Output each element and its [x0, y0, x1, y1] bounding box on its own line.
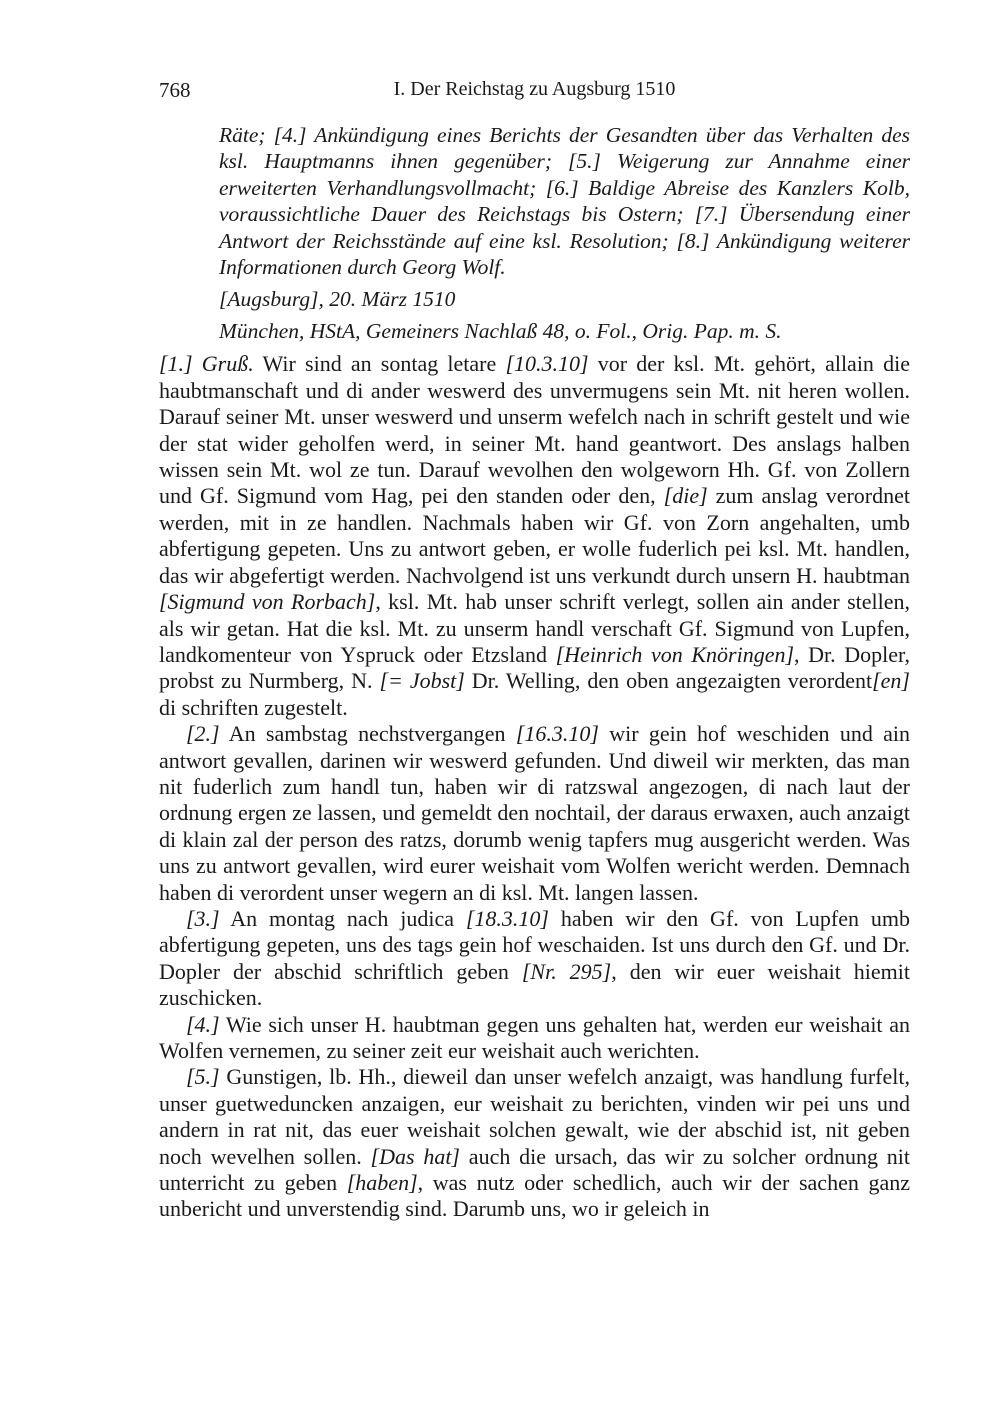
document-page: [159, 78, 910, 1223]
paragraph-marker: [5.]: [186, 1064, 220, 1090]
paragraph-marker: [4.]: [186, 1011, 220, 1037]
editorial-insertion: [Heinrich von Knöringen]: [555, 641, 795, 667]
date-annotation: [16.3.10]: [515, 721, 599, 747]
paragraph-1: [1.] Gruß. Wir sind an sontag letare [10.3.10] vor der ksl. Mt. gehört, allain die haubtmanschaft und di ander weswerd des unvermugens sein Mt. nit heren wollen. Darauf seiner Mt. unser weswerd und unserm wefelch nach in schrift gestelt und wie der stat wider geholfen werd, in seiner Mt. hand geantwort. Des anslags halben wissen sein Mt. wol ze tun. Darauf wevolhen den wolgeworn Hh. Gf. von Zollern und Gf. Sigmund vom Hag, pei den standen oder den, [die] zum anslag verordnet werden, mit in ze handlen. Nachmals haben wir Gf. von Zorn angehalten, umb abfertigung gepeten. Uns zu antwort geben, er wolle fuderlich pei ksl. Mt. handlen, das wir abgefertigt werden. Nachvolgend ist uns verkundt durch unsern H. haubtman [Sigmund von Rorbach], ksl. Mt. hab unser schrift verlegt, sollen ain ander stellen, als wir getan. Hat die ksl. Mt. zu unserm handl verschaft Gf. Sigmund von Lupfen, landkomenteur von Yspruck oder Etzsland [Heinrich von Knöringen], Dr. Dopler, probst zu Nurmberg, N. [= Jobst] Dr. Welling, den oben angezaigten verordent[en] di schriften zugestelt.: [159, 351, 911, 720]
paragraph-5: [5.] Gunstigen, lb. Hh., dieweil dan unser wefelch anzaigt, was handlung furfelt, unser guetweduncken anzaigen, eur weishait zu berichten, vinden wir pei uns und andern in rat nit, das euer weishait solchen gewalt, wie der abschid ist, nit geben noch wevelhen sollen. [Das hat] auch die ursach, das wir zu solcher ordnung nit unterricht zu geben [haben], was nutz oder schedlich, auch wir der sachen ganz unbericht und unverstendig sind. Darumb uns, wo ir geleich in: [159, 1064, 911, 1222]
editorial-insertion: [= Jobst]: [379, 668, 465, 694]
editorial-insertion: [haben]: [346, 1170, 418, 1196]
paragraph-marker: [3.]: [186, 905, 220, 931]
editorial-insertion: [Das hat]: [370, 1143, 460, 1169]
document-summary: [219, 122, 910, 280]
editorial-insertion: [Sigmund von Rorbach]: [159, 589, 376, 615]
date-annotation: [10.3.10]: [505, 351, 589, 377]
page-header: [159, 78, 910, 108]
page-number: 768: [159, 78, 191, 102]
editorial-insertion: [en]: [872, 668, 910, 694]
summary-text: Räte; [4.] Ankündigung eines Berichts der Gesandten über das Verhalten des ksl. Hauptmanns ihnen gegenüber; [5.] Weigerung zur Annahme einer erweiterten Verhandlungsvollmacht; [6.] Baldige Abreise des Kanzlers Kolb, voraussichtliche Dauer des Reichstags bis Ostern; [7.] Übersendung einer Antwort der Reichsstände auf eine ksl. Resolution; [8.] Ankündigung weiterer Informationen durch Georg Wolf.: [219, 123, 910, 280]
paragraph-marker: [1.] Gruß.: [159, 351, 254, 377]
document-reference: [Nr. 295]: [521, 958, 612, 984]
paragraph-3: [3.] An montag nach judica [18.3.10] haben wir den Gf. von Lupfen umb abfertigung gepeten, uns des tags gein hof weschaiden. Ist uns durch den Gf. und Dr. Dopler der abschid schriftlich geben [Nr. 295], den wir euer weishait hiemit zuschicken.: [159, 905, 910, 1011]
date-annotation: [18.3.10]: [465, 905, 549, 931]
paragraph-4: [4.] Wie sich unser H. haubtman gegen uns gehalten hat, werden eur weishait an Wolfen vernemen, zu seiner zeit eur weishait auch werichten.: [159, 1011, 910, 1063]
document-metadata: [219, 286, 910, 344]
running-title: I. Der Reichstag zu Augsburg 1510: [393, 78, 676, 100]
document-date: [Augsburg], 20. März 1510: [219, 287, 456, 312]
editorial-insertion: [die]: [663, 483, 708, 509]
document-body: [159, 351, 910, 1222]
paragraph-2: [2.] An sambstag nechstvergangen [16.3.10] wir gein hof weschiden und ain antwort gevallen, darinen wir weswerd gefunden. Und diweil wir merkten, das man nit fuderlich zum handl tun, haben wir di ratzswal angezogen, di nach laut der ordnung ergen ze lassen, und gemeldt den nochtail, der daraus erwaxen, auch anzaigt di klain zal der person des ratzs, dorumb wenig tapfers mug ausgericht werden. Was uns zu antwort gevallen, wird eurer weishait vom Wolfen wericht werden. Demnach haben di verordent unser wegern an di ksl. Mt. langen lassen.: [159, 721, 910, 905]
archival-source: München, HStA, Gemeiners Nachlaß 48, o. Fol., Orig. Pap. m. S.: [219, 319, 782, 344]
paragraph-marker: [2.]: [186, 721, 220, 747]
